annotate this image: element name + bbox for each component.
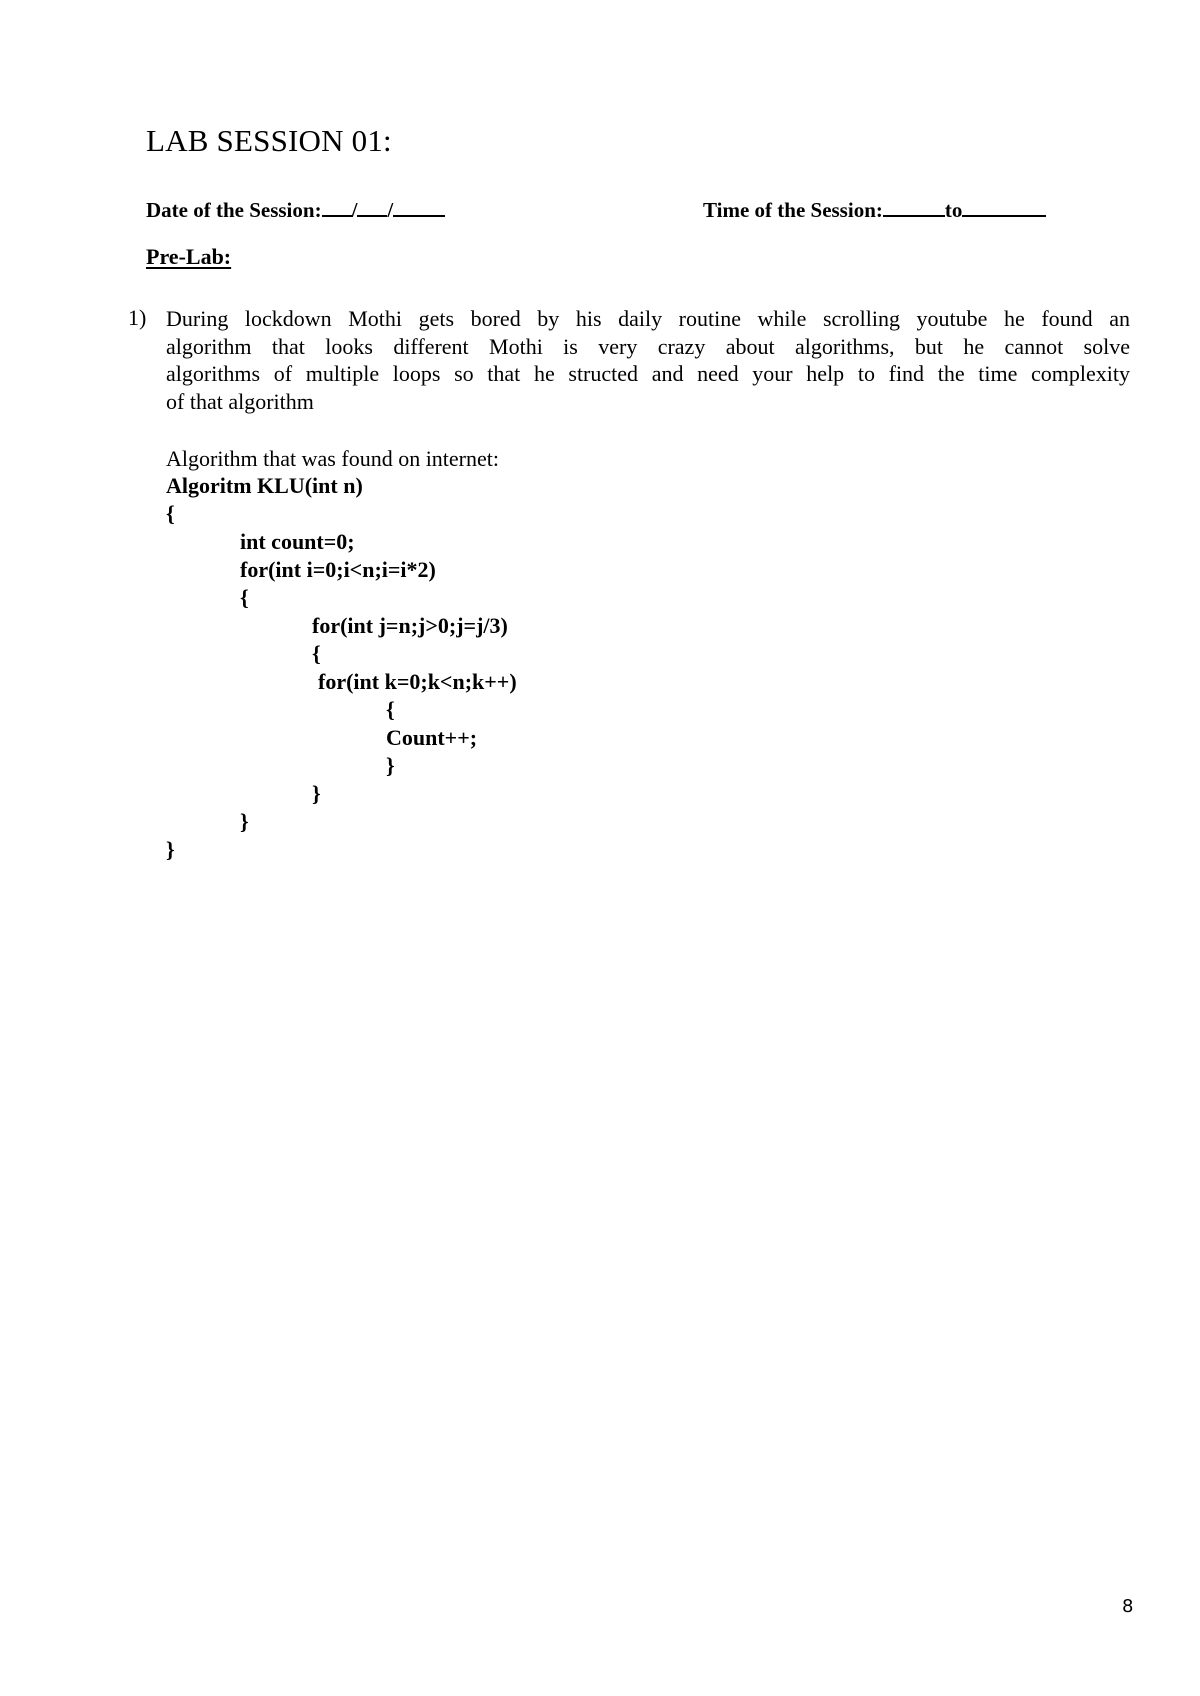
lab-session-title: LAB SESSION 01: [146,123,392,158]
question-number: 1) [128,305,147,330]
date-blank-day [322,199,352,217]
algorithm-intro: Algorithm that was found on internet: [166,446,499,471]
session-date-field [146,198,445,223]
page-number: 8 [1122,1596,1134,1617]
date-separator: / [351,198,358,222]
question-line: During lockdown Mothi gets bored by his daily routine while scrolling youtube he found an [166,306,1130,331]
code-brace: { [386,697,395,722]
question-line: algorithms of multiple loops so that he structed and need your help to find the time complexity [166,361,1130,386]
code-line: for(int j=n;j>0;j=j/3) [312,613,508,638]
date-blank-year [393,199,445,217]
session-date-label: Date of the Session: [146,198,322,222]
code-brace: } [240,809,249,834]
question-text [166,305,1130,415]
code-line: for(int i=0;i<n;i=i*2) [240,557,436,582]
code-line: for(int k=0;k<n;k++) [318,669,517,694]
code-brace: } [166,837,175,862]
time-to-label: to [944,198,963,222]
time-blank-start [883,199,945,217]
prelab-heading: Pre-Lab: [146,244,232,269]
code-brace: } [386,753,395,778]
code-line: Count++; [386,725,478,750]
session-time-label: Time of the Session: [703,198,883,222]
question-line: of that algorithm [166,388,314,414]
date-separator: / [387,198,394,222]
code-line: int count=0; [240,529,355,554]
code-signature: Algoritm KLU(int n) [166,473,363,498]
date-blank-month [357,199,387,217]
question-line: algorithm that looks different Mothi is very crazy about algorithms, but he cannot solve [166,333,1130,359]
code-brace: { [312,641,321,666]
session-time-field [703,198,1046,223]
code-brace: { [240,585,249,610]
time-blank-end [962,199,1046,217]
code-brace: } [312,781,321,806]
code-brace: { [166,501,175,526]
